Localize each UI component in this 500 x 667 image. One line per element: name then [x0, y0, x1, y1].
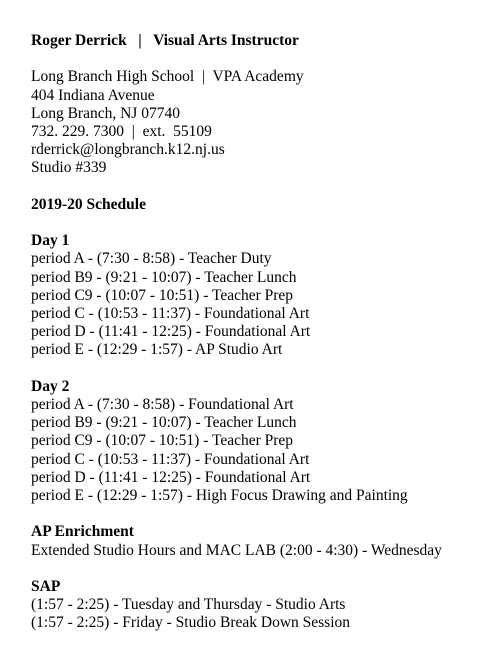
period-line: period E - (12:29 - 1:57) - High Focus Drawing and Painting [31, 487, 408, 505]
period-line: period C - (10:53 - 11:37) - Foundational Art [31, 305, 310, 322]
day-2-schedule [31, 378, 491, 505]
spacer [31, 360, 491, 378]
period-line: period E - (12:29 - 1:57) - AP Studio Art [31, 341, 283, 359]
day-heading: Day 2 [31, 377, 70, 395]
day-1-schedule [31, 232, 491, 359]
spacer [31, 505, 491, 523]
spacer [31, 214, 491, 232]
period-line: period C9 - (10:07 - 10:51) - Teacher Prep [31, 432, 294, 450]
schedule-title: 2019-20 Schedule [31, 195, 146, 213]
ap-enrichment-section [31, 523, 491, 559]
section-heading: AP Enrichment [31, 523, 134, 541]
school-name: Long Branch High School | VPA Academy [31, 68, 304, 86]
sap-section [31, 578, 491, 633]
day-heading: Day 1 [31, 232, 70, 250]
city-state-zip: Long Branch, NJ 07740 [31, 104, 180, 122]
period-line: period C - (10:53 - 11:37) - Foundational Art [31, 450, 310, 468]
contact-block [31, 68, 491, 177]
period-line: period B9 - (9:21 - 10:07) - Teacher Lunch [31, 268, 297, 286]
spacer [31, 50, 491, 68]
sap-line: (1:57 - 2:25) - Friday - Studio Break Down Session [31, 614, 351, 632]
period-line: period D - (11:41 - 12:25) - Foundational Art [31, 323, 311, 341]
page-title: Roger Derrick | Visual Arts Instructor [31, 32, 299, 49]
phone-number: 732. 229. 7300 | ext. 55109 [31, 123, 212, 140]
spacer [31, 560, 491, 578]
period-line: period D - (11:41 - 12:25) - Foundational Art [31, 468, 311, 486]
section-heading: SAP [31, 578, 61, 595]
email-address: rderrick@longbranch.k12.nj.us [31, 141, 225, 159]
enrichment-line: Extended Studio Hours and MAC LAB (2:00 - 4:30) - Wednesday [31, 541, 442, 559]
period-line: period A - (7:30 - 8:58) - Foundational Art [31, 396, 294, 413]
period-line: period C9 - (10:07 - 10:51) - Teacher Prep [31, 286, 294, 304]
street-address: 404 Indiana Avenue [31, 86, 155, 104]
period-line: period A - (7:30 - 8:58) - Teacher Duty [31, 250, 272, 268]
sap-line: (1:57 - 2:25) - Tuesday and Thursday - Studio Arts [31, 596, 346, 614]
spacer [31, 178, 491, 196]
period-line: period B9 - (9:21 - 10:07) - Teacher Lunch [31, 414, 297, 432]
document-body [31, 32, 491, 633]
studio-number: Studio #339 [31, 159, 107, 177]
